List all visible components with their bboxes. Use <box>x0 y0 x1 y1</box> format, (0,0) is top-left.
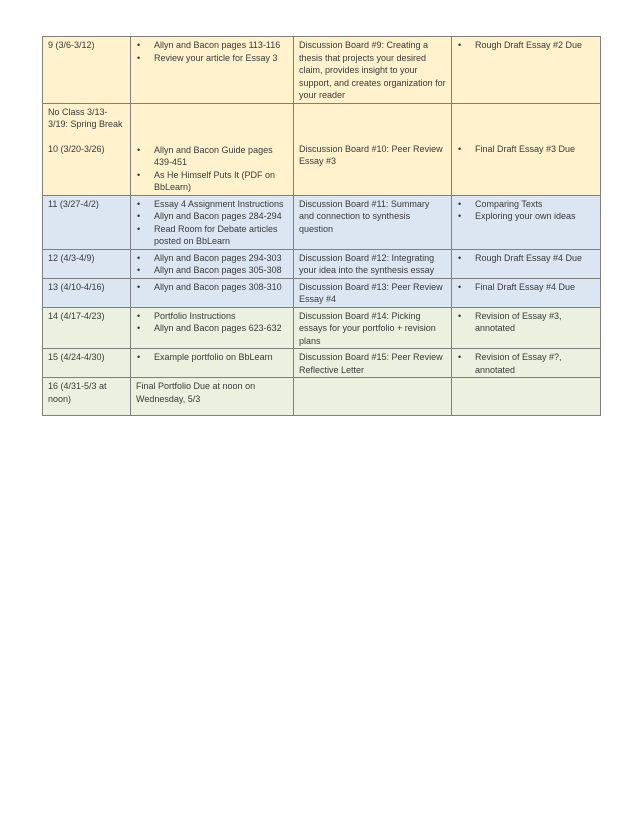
list-item: • Allyn and Bacon pages 623-632 <box>136 322 288 335</box>
table-row <box>43 249 601 278</box>
week-cell: 12 (4/3-4/9) <box>43 249 131 278</box>
list-item: • Final Draft Essay #4 Due <box>457 281 595 294</box>
list-item: • Review your article for Essay 3 <box>136 52 288 65</box>
list-item: • Comparing Texts <box>457 198 595 211</box>
table-row <box>43 278 601 307</box>
readings-cell <box>131 278 294 307</box>
list-item: • Allyn and Bacon pages 113-116 <box>136 39 288 52</box>
list-item: • Example portfolio on BbLearn <box>136 351 288 364</box>
course-schedule-table <box>42 36 601 416</box>
spring-break-label: No Class 3/13-3/19: Spring Break <box>48 106 123 129</box>
week-cell: 16 (4/31-5/3 at noon) <box>43 378 131 416</box>
list-item: • Allyn and Bacon pages 294-303 <box>136 252 288 265</box>
readings-cell <box>131 249 294 278</box>
week-cell: 14 (4/17-4/23) <box>43 307 131 349</box>
week-label: 10 (3/20-3/26) <box>48 144 105 154</box>
list-item: • Allyn and Bacon pages 308-310 <box>136 281 288 294</box>
readings-cell <box>131 349 294 378</box>
week-cell: 13 (4/10-4/16) <box>43 278 131 307</box>
list-item: • Allyn and Bacon Guide pages 439-451 <box>136 144 288 169</box>
discussion-cell: Discussion Board #11: Summary and connection to synthesis question <box>294 195 452 249</box>
table-row <box>43 37 601 104</box>
list-item: • Essay 4 Assignment Instructions <box>136 198 288 211</box>
list-item: • Allyn and Bacon pages 305-308 <box>136 264 288 277</box>
table-row <box>43 307 601 349</box>
discussion-cell: Discussion Board #9: Creating a thesis that projects your desired claim, provides insight to your support, and creates organization for your reader <box>294 37 452 104</box>
due-cell <box>452 37 601 104</box>
table-row <box>43 349 601 378</box>
discussion-cell: Discussion Board #15: Peer Review Reflective Letter <box>294 349 452 378</box>
readings-cell <box>131 37 294 104</box>
due-cell <box>452 195 601 249</box>
discussion-cell: Discussion Board #12: Integrating your idea into the synthesis essay <box>294 249 452 278</box>
week-cell <box>43 103 131 195</box>
list-item: • Revision of Essay #?, annotated <box>457 351 595 376</box>
week-cell: 11 (3/27-4/2) <box>43 195 131 249</box>
week-cell: 15 (4/24-4/30) <box>43 349 131 378</box>
list-item: • Exploring your own ideas <box>457 210 595 223</box>
week-cell: 9 (3/6-3/12) <box>43 37 131 104</box>
due-cell <box>452 249 601 278</box>
due-cell <box>452 103 601 195</box>
table-row <box>43 378 601 416</box>
list-item: • Read Room for Debate articles posted on BbLearn <box>136 223 288 248</box>
list-item: • Portfolio Instructions <box>136 310 288 323</box>
discussion-cell <box>294 103 452 195</box>
readings-cell: Final Portfolio Due at noon on Wednesday, 5/3 <box>131 378 294 416</box>
discussion-cell: Discussion Board #14: Picking essays for your portfolio + revision plans <box>294 307 452 349</box>
list-item: • Revision of Essay #3, annotated <box>457 310 595 335</box>
discussion-cell <box>294 378 452 416</box>
list-item: • As He Himself Puts It (PDF on BbLearn) <box>136 169 288 194</box>
readings-cell <box>131 195 294 249</box>
due-cell <box>452 349 601 378</box>
list-item: • Allyn and Bacon pages 284-294 <box>136 210 288 223</box>
readings-cell <box>131 307 294 349</box>
discussion-text: Discussion Board #10: Peer Review Essay #3 <box>299 143 443 166</box>
list-item: • Final Draft Essay #3 Due <box>457 143 595 156</box>
table-row <box>43 195 601 249</box>
list-item: • Rough Draft Essay #4 Due <box>457 252 595 265</box>
list-item: • Rough Draft Essay #2 Due <box>457 39 595 52</box>
discussion-cell: Discussion Board #13: Peer Review Essay #4 <box>294 278 452 307</box>
due-cell <box>452 307 601 349</box>
due-cell <box>452 278 601 307</box>
due-cell <box>452 378 601 416</box>
readings-cell <box>131 103 294 195</box>
table-row <box>43 103 601 195</box>
